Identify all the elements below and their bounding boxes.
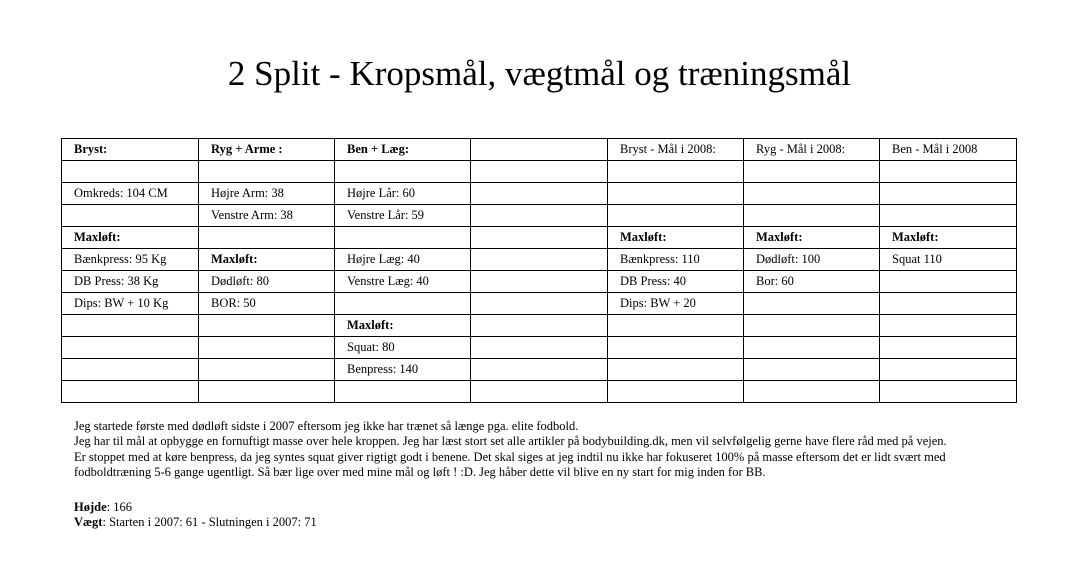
height-value: : 166 <box>106 500 132 514</box>
measurements-table <box>61 138 1017 403</box>
table-row <box>62 227 1017 249</box>
table-cell: Bryst: <box>62 139 199 161</box>
table-cell <box>62 315 199 337</box>
notes-line: Er stoppet med at køre benpress, da jeg syntes squat giver rigtigt godt i benene. Det skal siges at jeg indtil nu ikke har fokuseret 100% på masse eftersom det er lidt svært med <box>74 449 946 464</box>
table-cell: Maxløft: <box>62 227 199 249</box>
table-cell <box>880 205 1017 227</box>
table-row <box>62 271 1017 293</box>
table-cell <box>471 271 608 293</box>
table-cell <box>608 183 744 205</box>
notes-line: Jeg har til mål at opbygge en fornuftigt masse over hele kroppen. Jeg har læst stort set alle artikler på bodybuilding.dk, men vil selvfølgelig gerne have flere råd med på vejen. <box>74 434 947 449</box>
table-cell <box>199 161 335 183</box>
table-cell: Bænkpress: 110 <box>608 249 744 271</box>
table-cell: Ben + Læg: <box>335 139 471 161</box>
table-cell <box>880 359 1017 381</box>
table-cell <box>880 183 1017 205</box>
table-row <box>62 293 1017 315</box>
table-cell <box>471 249 608 271</box>
table-cell <box>62 205 199 227</box>
table-cell <box>471 359 608 381</box>
table-cell: Venstre Arm: 38 <box>199 205 335 227</box>
table-cell <box>471 381 608 403</box>
table-cell <box>608 381 744 403</box>
table-cell <box>62 337 199 359</box>
table-cell <box>608 337 744 359</box>
table-row <box>62 183 1017 205</box>
table-cell <box>880 293 1017 315</box>
notes-line: Jeg startede første med dødløft sidste i 2007 eftersom jeg ikke har trænet så længe pga. elite fodbold. <box>74 419 579 433</box>
table-cell <box>471 293 608 315</box>
height-line <box>74 500 317 515</box>
table-cell: Venstre Læg: 40 <box>335 271 471 293</box>
table-cell <box>608 205 744 227</box>
height-label: Højde <box>74 500 107 514</box>
table-row <box>62 381 1017 403</box>
document-title: 2 Split - Kropsmål, vægtmål og træningsmål <box>227 54 852 93</box>
table-cell <box>62 381 199 403</box>
table-cell: Højre Læg: 40 <box>335 249 471 271</box>
table-cell: Højre Arm: 38 <box>199 183 335 205</box>
notes-line: fodboldtræning 5-6 gange ugentligt. Så bær lige over med mine mål og løft ! :D. Jeg håber dette vil blive en ny start for mig inden for BB. <box>74 464 766 479</box>
table-cell <box>199 227 335 249</box>
table-cell: Benpress: 140 <box>335 359 471 381</box>
table-cell <box>608 161 744 183</box>
table-cell <box>471 139 608 161</box>
table-cell <box>744 315 880 337</box>
table-cell: Ryg - Mål i 2008: <box>744 139 880 161</box>
table-cell <box>744 337 880 359</box>
table-row <box>62 205 1017 227</box>
table-cell: Maxløft: <box>335 315 471 337</box>
table-row <box>62 249 1017 271</box>
table-cell <box>62 161 199 183</box>
table-cell: Bryst - Mål i 2008: <box>608 139 744 161</box>
table-cell: Maxløft: <box>880 227 1017 249</box>
table-cell <box>335 227 471 249</box>
table-cell <box>199 381 335 403</box>
table-cell <box>880 381 1017 403</box>
weight-line <box>74 515 317 530</box>
weight-value: : Starten i 2007: 61 - Slutningen i 2007: 71 <box>102 515 317 530</box>
table-cell: Maxløft: <box>199 249 335 271</box>
table-cell <box>744 205 880 227</box>
table-cell: Ben - Mål i 2008 <box>880 139 1017 161</box>
table-cell <box>335 293 471 315</box>
table-cell <box>471 161 608 183</box>
table-cell: Maxløft: <box>744 227 880 249</box>
table-cell: Bor: 60 <box>744 271 880 293</box>
table-cell: Omkreds: 104 CM <box>62 183 199 205</box>
table-row <box>62 161 1017 183</box>
table-cell <box>199 359 335 381</box>
table-cell <box>471 337 608 359</box>
table-cell <box>744 161 880 183</box>
table-cell: Dips: BW + 10 Kg <box>62 293 199 315</box>
table-cell: Bænkpress: 95 Kg <box>62 249 199 271</box>
table-row <box>62 315 1017 337</box>
table-cell: Dødløft: 100 <box>744 249 880 271</box>
table-cell: Dips: BW + 20 <box>608 293 744 315</box>
table-cell: DB Press: 40 <box>608 271 744 293</box>
table-cell <box>880 315 1017 337</box>
table-cell: Højre Lår: 60 <box>335 183 471 205</box>
table-cell <box>335 381 471 403</box>
table-cell: BOR: 50 <box>199 293 335 315</box>
table-cell <box>62 359 199 381</box>
weight-label: Vægt <box>74 515 103 530</box>
table-cell: Maxløft: <box>608 227 744 249</box>
table-cell <box>471 205 608 227</box>
table-row <box>62 359 1017 381</box>
table-row <box>62 337 1017 359</box>
table-cell <box>608 359 744 381</box>
notes-paragraph <box>74 419 1024 480</box>
table-cell: Squat 110 <box>880 249 1017 271</box>
table-cell <box>880 271 1017 293</box>
table-cell <box>199 315 335 337</box>
table-cell <box>744 359 880 381</box>
table-cell <box>744 381 880 403</box>
table-cell <box>880 161 1017 183</box>
table-cell <box>471 315 608 337</box>
table-cell: Dødløft: 80 <box>199 271 335 293</box>
table-cell <box>744 293 880 315</box>
table-row <box>62 139 1017 161</box>
table-cell <box>199 337 335 359</box>
table-cell <box>335 161 471 183</box>
table-cell: Squat: 80 <box>335 337 471 359</box>
table-cell <box>744 183 880 205</box>
table-cell: Venstre Lår: 59 <box>335 205 471 227</box>
table-cell: Ryg + Arme : <box>199 139 335 161</box>
body-stats <box>74 500 317 531</box>
table-cell: DB Press: 38 Kg <box>62 271 199 293</box>
table-cell <box>880 337 1017 359</box>
table-cell <box>471 227 608 249</box>
table-cell <box>608 315 744 337</box>
table-cell <box>471 183 608 205</box>
